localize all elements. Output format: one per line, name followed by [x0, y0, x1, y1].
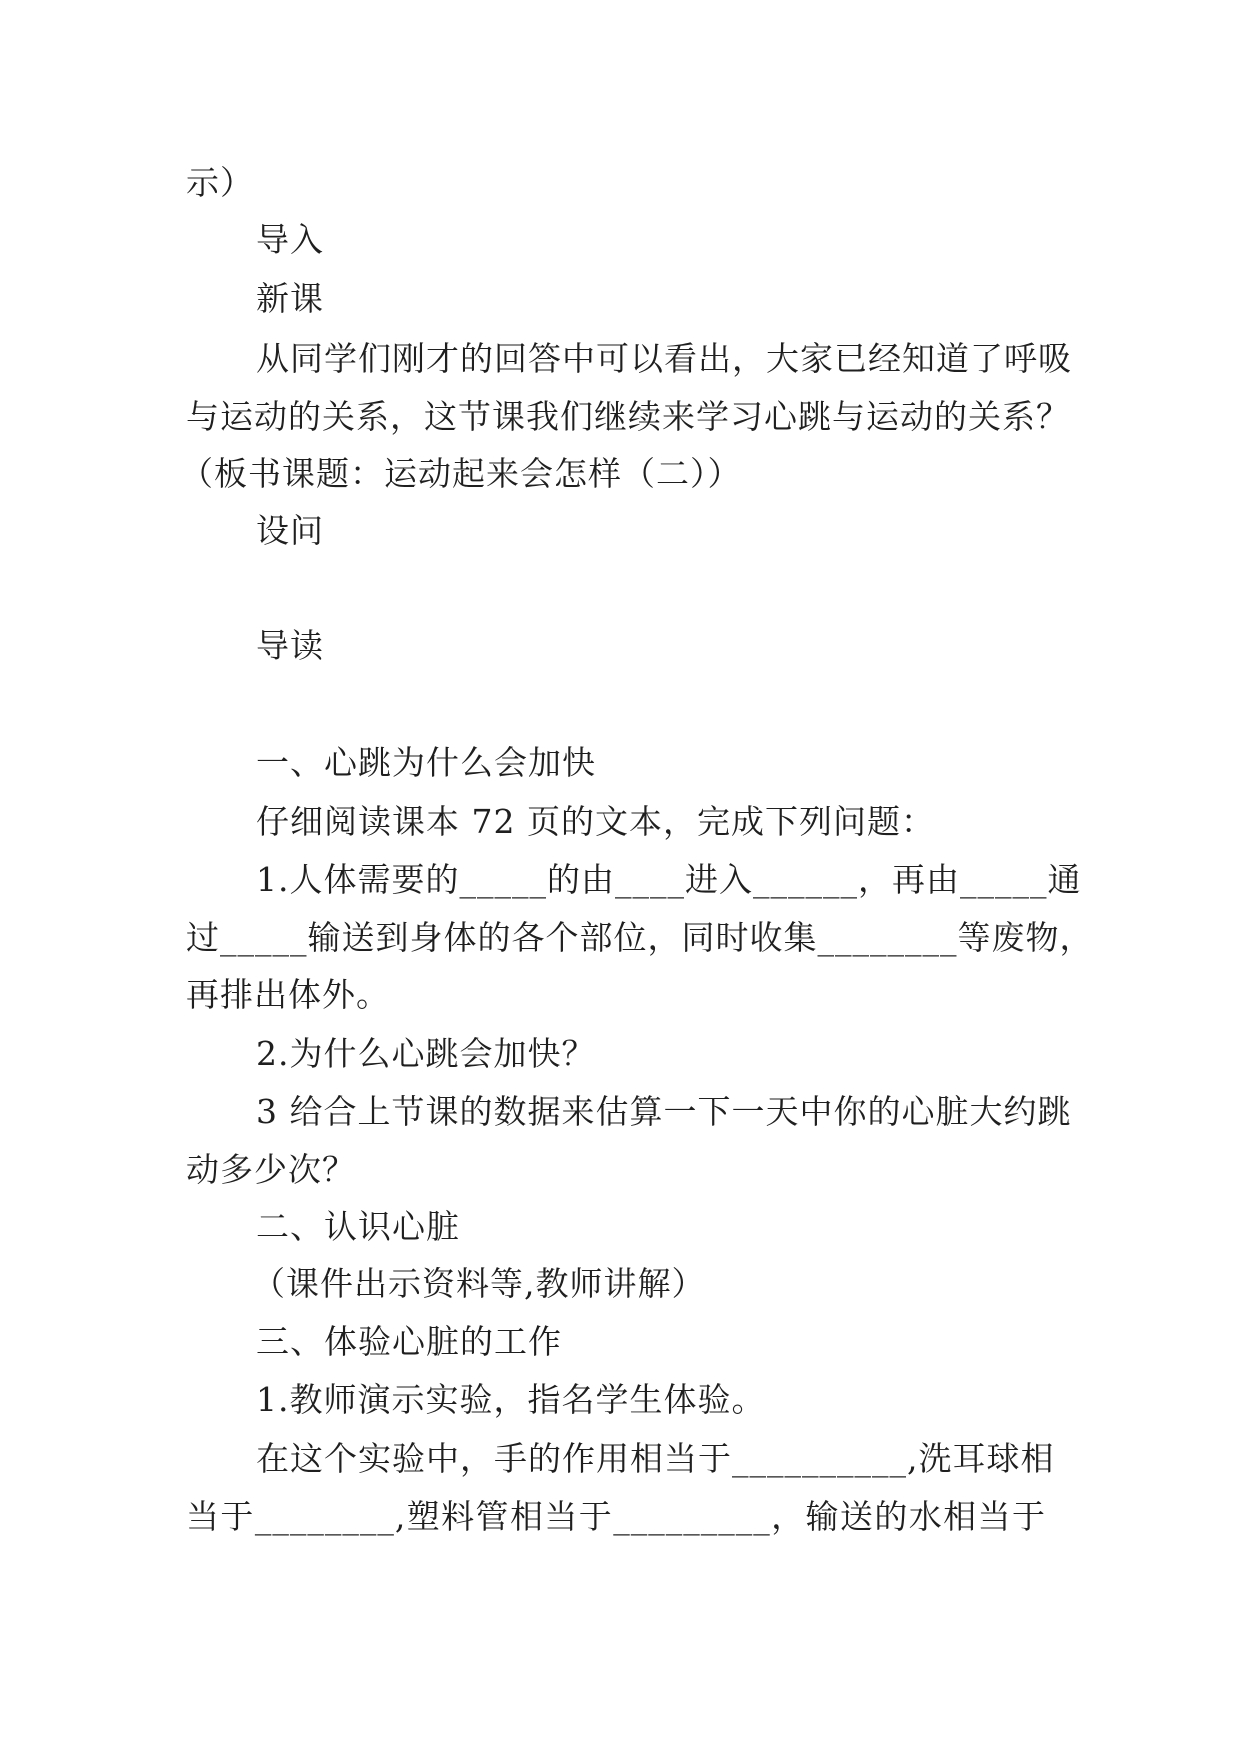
question-line: 1.人体需要的_____的由____进入______，再由_____通	[256, 860, 1082, 899]
paragraph-line: （板书课题：运动起来会怎样（二））	[180, 454, 742, 493]
question-line: 过_____输送到身体的各个部位，同时收集________等废物，	[186, 918, 1094, 957]
text-line: 示）	[186, 163, 254, 202]
question-line: 当于________,塑料管相当于_________，输送的水相当于	[186, 1497, 1046, 1536]
paragraph-line: 仔细阅读课本 72 页的文本，完成下列问题：	[256, 802, 935, 841]
paragraph-line: 从同学们刚才的回答中可以看出，大家已经知道了呼吸	[256, 339, 1072, 378]
paragraph-line: （课件出示资料等,教师讲解）	[252, 1264, 706, 1303]
section-heading-question: 设问	[256, 511, 324, 550]
question-line: 2.为什么心跳会加快？	[256, 1034, 596, 1073]
question-line: 3 给合上节课的数据来估算一下一天中你的心脏大约跳	[256, 1092, 1072, 1131]
question-line: 动多少次？	[186, 1150, 356, 1189]
section-heading-new-lesson: 新课	[256, 279, 324, 318]
question-line: 再排出体外。	[186, 975, 390, 1014]
section-heading-import: 导入	[256, 220, 324, 259]
subheading-know-heart: 二、认识心脏	[256, 1207, 460, 1246]
paragraph-line: 1.教师演示实验，指名学生体验。	[256, 1380, 766, 1419]
subheading-heartbeat: 一、心跳为什么会加快	[256, 743, 596, 782]
question-line: 在这个实验中，手的作用相当于__________,洗耳球相	[256, 1439, 1055, 1478]
subheading-experience-heart: 三、体验心脏的工作	[256, 1322, 562, 1361]
section-heading-guided-reading: 导读	[256, 626, 324, 665]
paragraph-line: 与运动的关系，这节课我们继续来学习心跳与运动的关系？	[186, 397, 1070, 436]
